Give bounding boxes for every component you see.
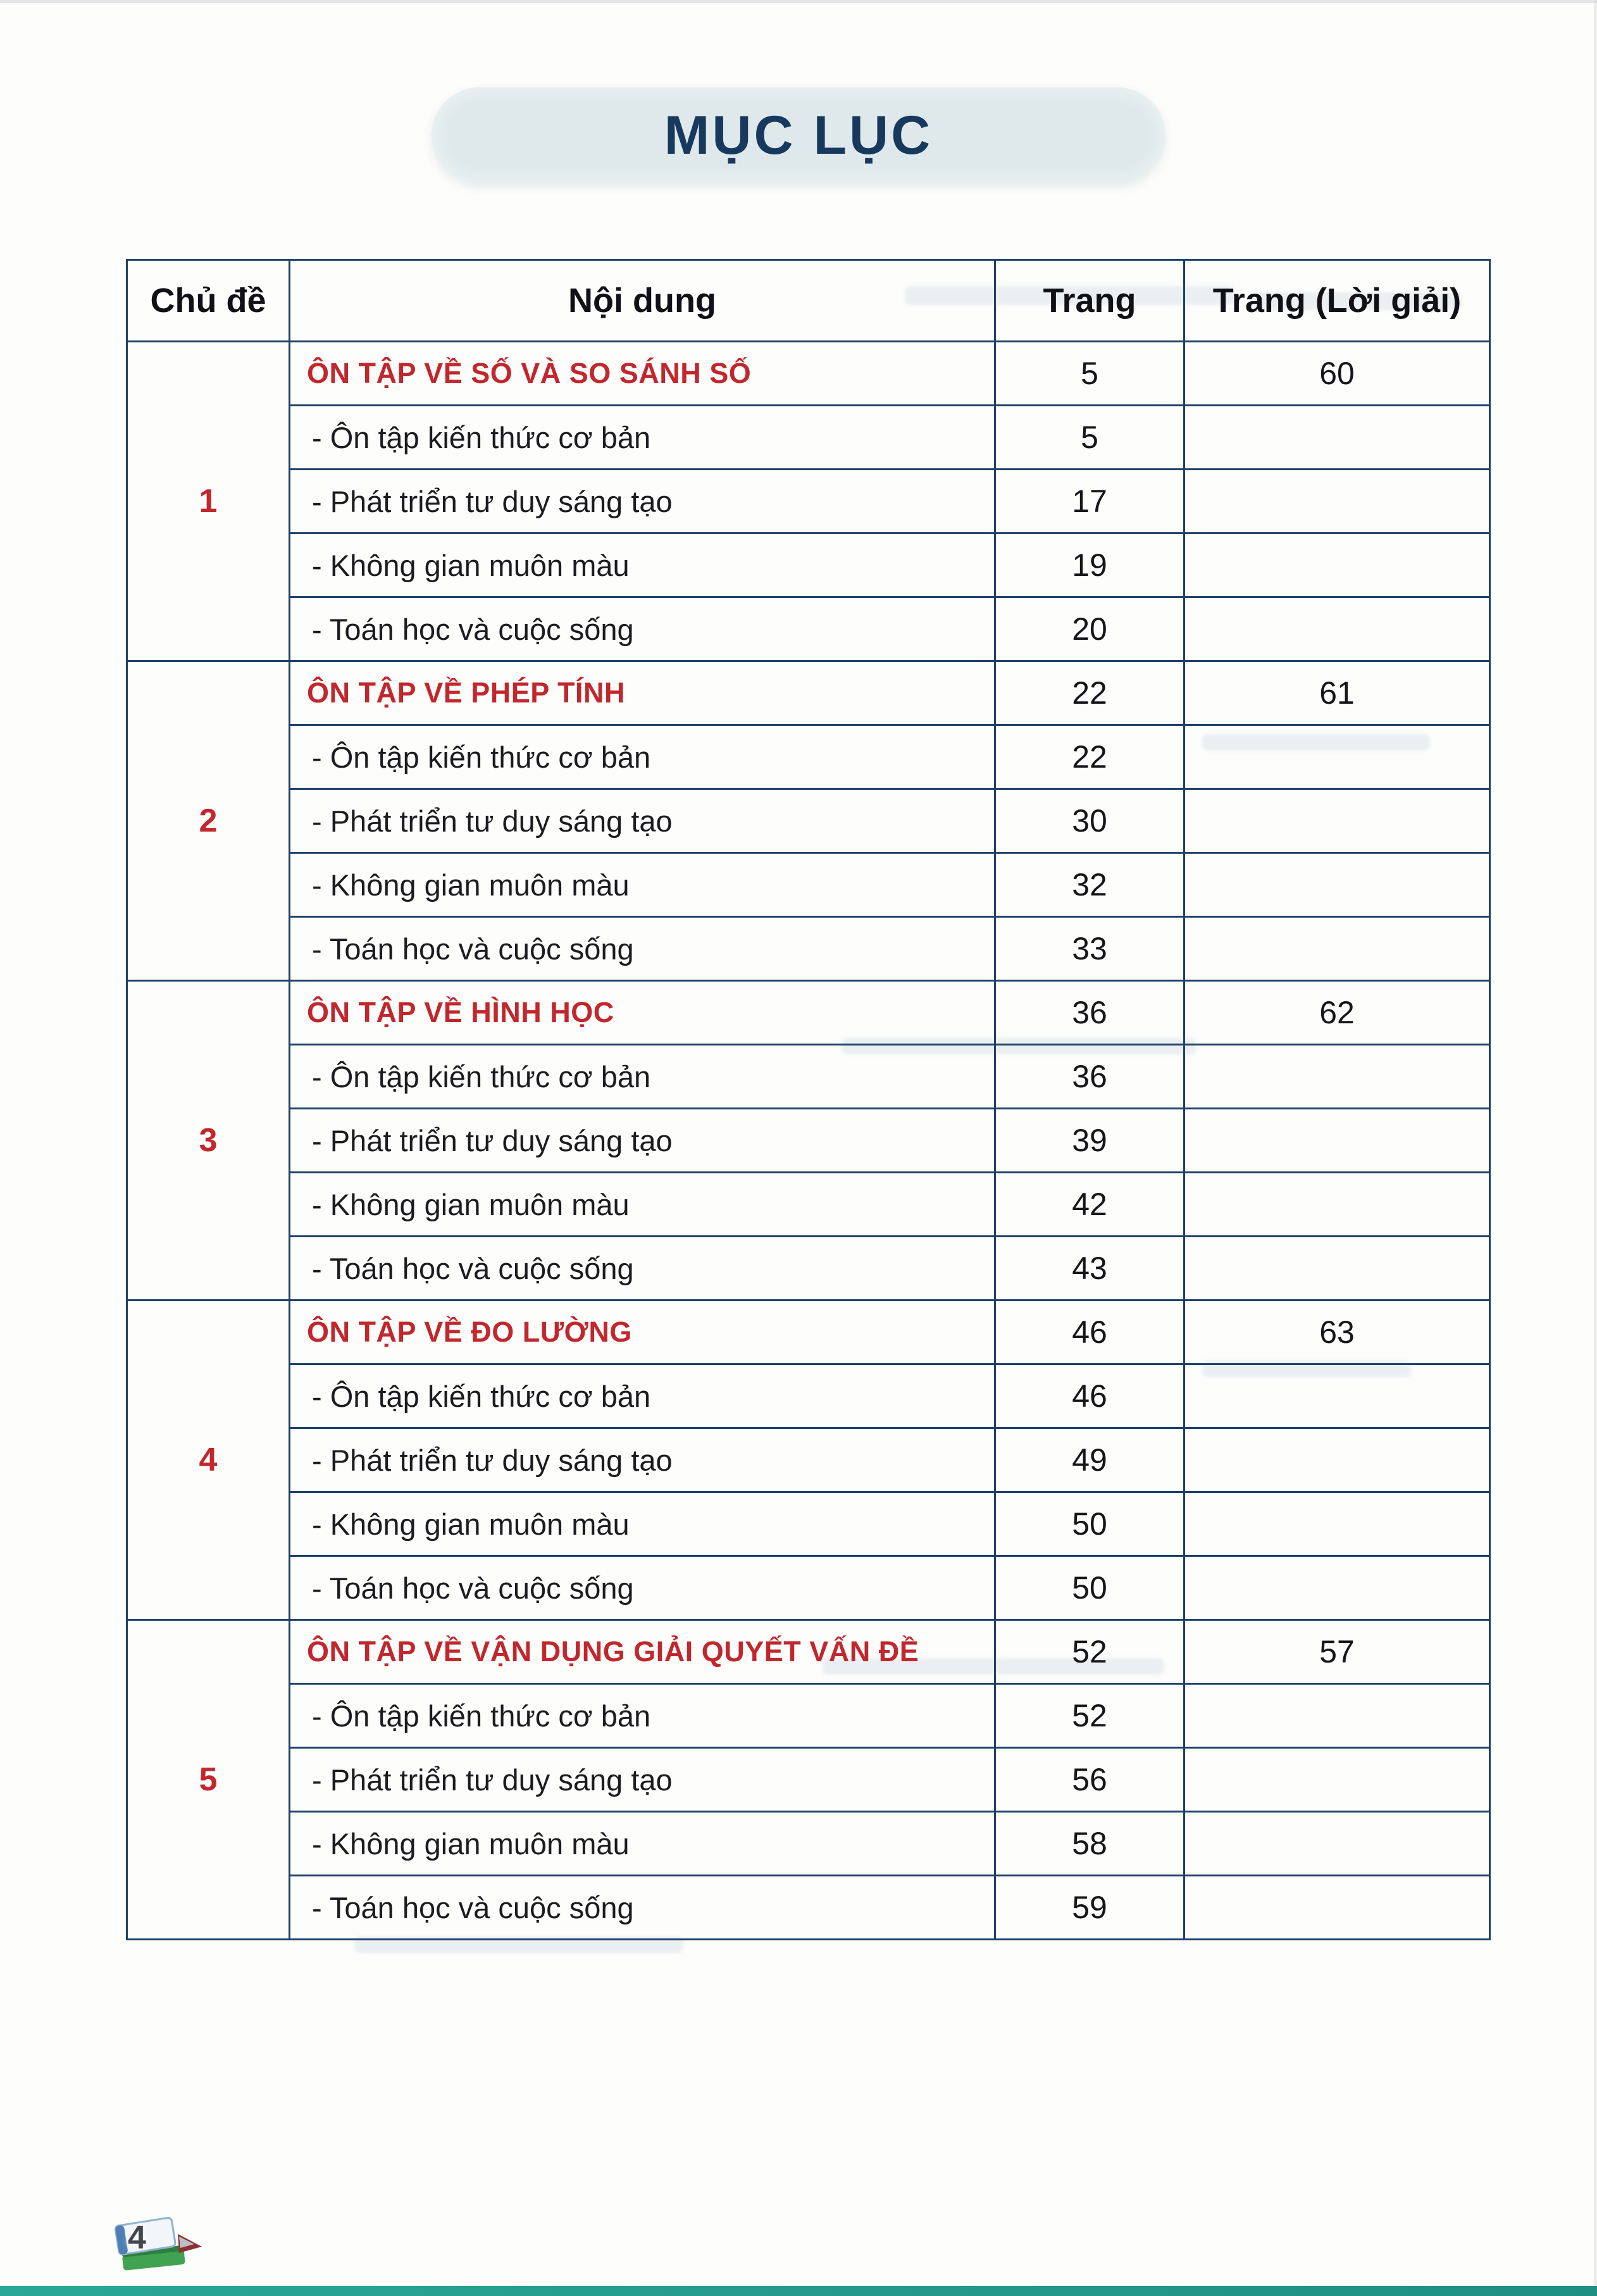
item-label: - Toán học và cuộc sống bbox=[290, 917, 995, 981]
item-solution-page bbox=[1184, 853, 1490, 917]
item-page: 50 bbox=[995, 1492, 1184, 1556]
item-page: 36 bbox=[995, 1045, 1184, 1109]
item-solution-page bbox=[1184, 1173, 1490, 1237]
item-page: 20 bbox=[995, 597, 1184, 661]
item-solution-page bbox=[1184, 1812, 1490, 1876]
toc-item-row bbox=[127, 1173, 1490, 1237]
section-title: ÔN TẬP VỀ ĐO LƯỜNG bbox=[290, 1301, 995, 1364]
item-label: - Ôn tập kiến thức cơ bản bbox=[290, 1364, 995, 1428]
item-page: 43 bbox=[995, 1237, 1184, 1301]
chapter-number: 2 bbox=[127, 661, 290, 981]
section-solution-page: 61 bbox=[1184, 661, 1490, 725]
toc-item-row bbox=[127, 1812, 1490, 1876]
col-header-page: Trang bbox=[995, 260, 1184, 342]
toc-section-row bbox=[127, 342, 1490, 406]
chapter-number: 3 bbox=[127, 981, 290, 1301]
item-label: - Không gian muôn màu bbox=[290, 853, 995, 917]
item-label: - Phát triển tư duy sáng tạo bbox=[290, 789, 995, 853]
toc-item-row bbox=[127, 1428, 1490, 1492]
item-solution-page bbox=[1184, 789, 1490, 853]
item-label: - Ôn tập kiến thức cơ bản bbox=[290, 406, 995, 470]
item-page: 50 bbox=[995, 1556, 1184, 1620]
item-label: - Ôn tập kiến thức cơ bản bbox=[290, 1045, 995, 1109]
item-solution-page bbox=[1184, 1237, 1490, 1301]
footer-page-number: 4 bbox=[128, 2219, 146, 2256]
item-page: 30 bbox=[995, 789, 1184, 853]
scan-edge-right bbox=[1594, 0, 1597, 2296]
chapter-number: 1 bbox=[127, 342, 290, 661]
item-label: - Toán học và cuộc sống bbox=[290, 1876, 995, 1940]
section-solution-page: 63 bbox=[1184, 1301, 1490, 1364]
item-solution-page bbox=[1184, 1492, 1490, 1556]
toc-item-row bbox=[127, 406, 1490, 470]
item-solution-page bbox=[1184, 597, 1490, 661]
toc-item-row bbox=[127, 597, 1490, 661]
toc-item-row bbox=[127, 1364, 1490, 1428]
item-solution-page bbox=[1184, 1045, 1490, 1109]
toc-item-row bbox=[127, 1237, 1490, 1301]
item-label: - Toán học và cuộc sống bbox=[290, 1556, 995, 1620]
toc-item-row bbox=[127, 725, 1490, 789]
scan-edge-top bbox=[0, 0, 1597, 3]
toc-item-row bbox=[127, 470, 1490, 533]
toc-item-row bbox=[127, 1748, 1490, 1812]
item-label: - Phát triển tư duy sáng tạo bbox=[290, 1748, 995, 1812]
toc-item-row bbox=[127, 789, 1490, 853]
item-solution-page bbox=[1184, 533, 1490, 597]
toc-item-row bbox=[127, 1492, 1490, 1556]
toc-item-row bbox=[127, 1684, 1490, 1748]
chapter-number: 4 bbox=[127, 1301, 290, 1620]
book-stack-icon bbox=[104, 2210, 212, 2283]
toc-item-row bbox=[127, 1045, 1490, 1109]
item-page: 33 bbox=[995, 917, 1184, 981]
section-solution-page: 57 bbox=[1184, 1620, 1490, 1684]
item-page: 56 bbox=[995, 1748, 1184, 1812]
item-label: - Toán học và cuộc sống bbox=[290, 1237, 995, 1301]
item-page: 46 bbox=[995, 1364, 1184, 1428]
toc-section-row bbox=[127, 981, 1490, 1045]
item-label: - Phát triển tư duy sáng tạo bbox=[290, 470, 995, 533]
item-page: 22 bbox=[995, 725, 1184, 789]
item-solution-page bbox=[1184, 470, 1490, 533]
item-solution-page bbox=[1184, 725, 1490, 789]
section-solution-page: 60 bbox=[1184, 342, 1490, 406]
chapter-number: 5 bbox=[127, 1620, 290, 1940]
toc-item-row bbox=[127, 533, 1490, 597]
item-solution-page bbox=[1184, 1876, 1490, 1940]
item-page: 39 bbox=[995, 1109, 1184, 1173]
section-title: ÔN TẬP VỀ HÌNH HỌC bbox=[290, 981, 995, 1045]
section-page: 5 bbox=[995, 342, 1184, 406]
toc-item-row bbox=[127, 1109, 1490, 1173]
item-label: - Toán học và cuộc sống bbox=[290, 597, 995, 661]
item-label: - Không gian muôn màu bbox=[290, 533, 995, 597]
item-solution-page bbox=[1184, 1364, 1490, 1428]
section-title: ÔN TẬP VỀ SỐ VÀ SO SÁNH SỐ bbox=[290, 342, 995, 406]
col-header-solution-page: Trang (Lời giải) bbox=[1184, 260, 1490, 342]
toc-item-row bbox=[127, 1876, 1490, 1940]
item-page: 58 bbox=[995, 1812, 1184, 1876]
section-page: 36 bbox=[995, 981, 1184, 1045]
toc-item-row bbox=[127, 853, 1490, 917]
section-page: 46 bbox=[995, 1301, 1184, 1364]
item-solution-page bbox=[1184, 406, 1490, 470]
page-title-pill bbox=[432, 87, 1165, 184]
section-title: ÔN TẬP VỀ VẬN DỤNG GIẢI QUYẾT VẤN ĐỀ bbox=[290, 1620, 995, 1684]
item-label: - Phát triển tư duy sáng tạo bbox=[290, 1428, 995, 1492]
footer-accent-bar bbox=[0, 2286, 1597, 2296]
item-solution-page bbox=[1184, 1109, 1490, 1173]
toc-header-row bbox=[127, 260, 1490, 342]
item-solution-page bbox=[1184, 1428, 1490, 1492]
section-solution-page: 62 bbox=[1184, 981, 1490, 1045]
item-page: 17 bbox=[995, 470, 1184, 533]
item-solution-page bbox=[1184, 1556, 1490, 1620]
item-page: 19 bbox=[995, 533, 1184, 597]
section-page: 22 bbox=[995, 661, 1184, 725]
toc-section-row bbox=[127, 661, 1490, 725]
item-label: - Phát triển tư duy sáng tạo bbox=[290, 1109, 995, 1173]
item-page: 49 bbox=[995, 1428, 1184, 1492]
item-label: - Ôn tập kiến thức cơ bản bbox=[290, 725, 995, 789]
item-solution-page bbox=[1184, 917, 1490, 981]
item-label: - Không gian muôn màu bbox=[290, 1812, 995, 1876]
col-header-topic: Chủ đề bbox=[127, 260, 290, 342]
col-header-content: Nội dung bbox=[290, 260, 995, 342]
section-title: ÔN TẬP VỀ PHÉP TÍNH bbox=[290, 661, 995, 725]
item-page: 32 bbox=[995, 853, 1184, 917]
toc-table bbox=[126, 259, 1491, 1940]
item-page: 5 bbox=[995, 406, 1184, 470]
toc-section-row bbox=[127, 1620, 1490, 1684]
item-label: - Ôn tập kiến thức cơ bản bbox=[290, 1684, 995, 1748]
toc-item-row bbox=[127, 917, 1490, 981]
item-solution-page bbox=[1184, 1748, 1490, 1812]
item-page: 59 bbox=[995, 1876, 1184, 1940]
item-label: - Không gian muôn màu bbox=[290, 1492, 995, 1556]
section-page: 52 bbox=[995, 1620, 1184, 1684]
toc-section-row bbox=[127, 1301, 1490, 1364]
item-label: - Không gian muôn màu bbox=[290, 1173, 995, 1237]
toc-table-body bbox=[127, 342, 1490, 1940]
item-page: 42 bbox=[995, 1173, 1184, 1237]
item-page: 52 bbox=[995, 1684, 1184, 1748]
toc-item-row bbox=[127, 1556, 1490, 1620]
page-title: MỤC LỤC bbox=[664, 104, 933, 166]
item-solution-page bbox=[1184, 1684, 1490, 1748]
